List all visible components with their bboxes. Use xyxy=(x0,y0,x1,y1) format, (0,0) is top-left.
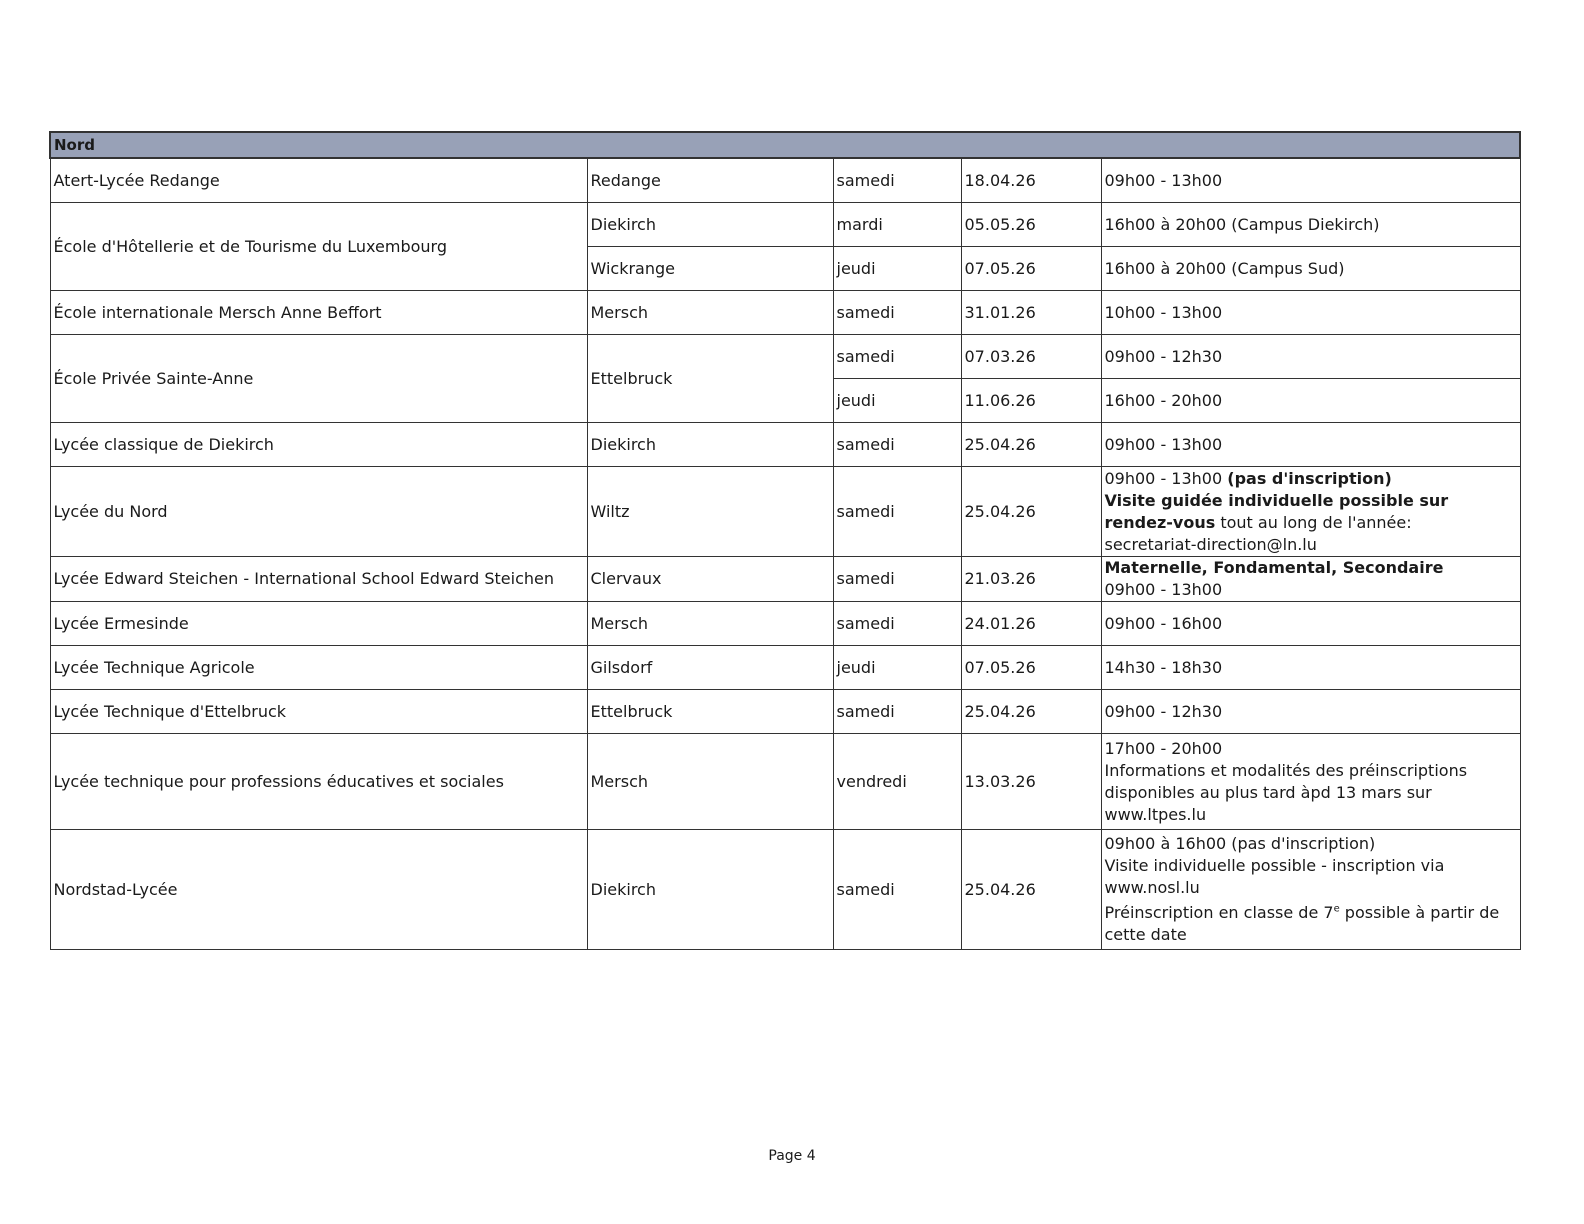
weekday: mardi xyxy=(833,203,961,247)
weekday: samedi xyxy=(833,602,961,646)
date: 05.05.26 xyxy=(961,203,1101,247)
weekday: samedi xyxy=(833,158,961,203)
hours: 09h00 - 13h00 xyxy=(1104,580,1223,599)
hours: 16h00 à 20h00 (Campus Sud) xyxy=(1101,247,1520,291)
school-name: Nordstad-Lycée xyxy=(50,830,587,950)
table-row xyxy=(50,423,1520,467)
contact-email: secretariat-direction@ln.lu xyxy=(1104,534,1317,554)
hours-info xyxy=(1101,557,1520,602)
location: Diekirch xyxy=(587,203,833,247)
table-row xyxy=(50,291,1520,335)
table-row xyxy=(50,335,1520,379)
date: 18.04.26 xyxy=(961,158,1101,203)
location: Ettelbruck xyxy=(587,335,833,423)
location: Wiltz xyxy=(587,467,833,557)
region-header-row xyxy=(50,132,1520,158)
date: 07.05.26 xyxy=(961,646,1101,690)
location: Mersch xyxy=(587,734,833,830)
open-days-table xyxy=(49,131,1521,950)
hours: 16h00 - 20h00 xyxy=(1101,379,1520,423)
hours: 10h00 - 13h00 xyxy=(1101,291,1520,335)
location: Diekirch xyxy=(587,830,833,950)
school-name: Lycée Technique d'Ettelbruck xyxy=(50,690,587,734)
location: Gilsdorf xyxy=(587,646,833,690)
date: 21.03.26 xyxy=(961,557,1101,602)
hours: 14h30 - 18h30 xyxy=(1101,646,1520,690)
school-name: École internationale Mersch Anne Beffort xyxy=(50,291,587,335)
school-name: École d'Hôtellerie et de Tourisme du Luxembourg xyxy=(50,203,587,291)
weekday: samedi xyxy=(833,467,961,557)
preinscription-text: Préinscription en classe de 7 xyxy=(1104,903,1334,922)
table-row xyxy=(50,690,1520,734)
location: Mersch xyxy=(587,602,833,646)
school-name: Atert-Lycée Redange xyxy=(50,158,587,203)
date: 25.04.26 xyxy=(961,467,1101,557)
hours: 09h00 - 12h30 xyxy=(1101,690,1520,734)
superscript-e: e xyxy=(1333,903,1340,915)
date: 31.01.26 xyxy=(961,291,1101,335)
table-row xyxy=(50,203,1520,247)
location: Wickrange xyxy=(587,247,833,291)
weekday: vendredi xyxy=(833,734,961,830)
weekday: jeudi xyxy=(833,379,961,423)
date: 25.04.26 xyxy=(961,690,1101,734)
date: 11.06.26 xyxy=(961,379,1101,423)
preinscription-note xyxy=(1105,902,1517,946)
no-registration-note: (pas d'inscription) xyxy=(1227,468,1392,488)
school-name: Lycée Edward Steichen - International School Edward Steichen xyxy=(50,557,587,602)
school-name: Lycée du Nord xyxy=(50,467,587,557)
date: 25.04.26 xyxy=(961,830,1101,950)
table-row xyxy=(50,158,1520,203)
hours: 17h00 - 20h00 xyxy=(1104,738,1223,758)
weekday: jeudi xyxy=(833,247,961,291)
table-row xyxy=(50,467,1520,557)
school-name: Lycée classique de Diekirch xyxy=(50,423,587,467)
location: Clervaux xyxy=(587,557,833,602)
hours: 09h00 à 16h00 (pas d'inscription) xyxy=(1104,834,1376,853)
date: 13.03.26 xyxy=(961,734,1101,830)
preinscription-text-end: possible à partir de cette date xyxy=(1104,903,1500,944)
location: Mersch xyxy=(587,291,833,335)
date: 24.01.26 xyxy=(961,602,1101,646)
date: 07.03.26 xyxy=(961,335,1101,379)
hours: 09h00 - 13h00 xyxy=(1101,158,1520,203)
hours: 09h00 - 13h00 xyxy=(1104,468,1223,488)
page-number: Page 4 xyxy=(768,1148,816,1164)
location: Diekirch xyxy=(587,423,833,467)
hours: 09h00 - 12h30 xyxy=(1101,335,1520,379)
guided-visit-detail: tout au long de l'année: xyxy=(1220,512,1412,532)
school-levels: Maternelle, Fondamental, Secondaire xyxy=(1104,558,1444,577)
hours-info xyxy=(1101,830,1520,950)
school-name: Lycée technique pour professions éducatives et sociales xyxy=(50,734,587,830)
school-name: École Privée Sainte-Anne xyxy=(50,335,587,423)
date: 07.05.26 xyxy=(961,247,1101,291)
guided-visit-note: Visite guidée individuelle possible sur rendez-vous xyxy=(1104,490,1449,532)
location: Ettelbruck xyxy=(587,690,833,734)
weekday: samedi xyxy=(833,335,961,379)
location: Redange xyxy=(587,158,833,203)
weekday: samedi xyxy=(833,557,961,602)
table-row xyxy=(50,557,1520,602)
weekday: samedi xyxy=(833,291,961,335)
preinscription-info: Informations et modalités des préinscriptions disponibles au plus tard àpd 13 mars sur www.ltpes.lu xyxy=(1104,760,1468,824)
hours: 09h00 - 13h00 xyxy=(1101,423,1520,467)
weekday: samedi xyxy=(833,423,961,467)
hours-info xyxy=(1101,467,1520,557)
hours-info xyxy=(1101,734,1520,830)
school-name: Lycée Ermesinde xyxy=(50,602,587,646)
hours: 09h00 - 16h00 xyxy=(1101,602,1520,646)
table-row xyxy=(50,646,1520,690)
table-row xyxy=(50,602,1520,646)
hours: 16h00 à 20h00 (Campus Diekirch) xyxy=(1101,203,1520,247)
individual-visit-note: Visite individuelle possible - inscription via www.nosl.lu xyxy=(1104,856,1445,897)
table-row xyxy=(50,734,1520,830)
weekday: samedi xyxy=(833,690,961,734)
weekday: jeudi xyxy=(833,646,961,690)
region-title: Nord xyxy=(50,132,1520,158)
weekday: samedi xyxy=(833,830,961,950)
table-row xyxy=(50,830,1520,950)
school-name: Lycée Technique Agricole xyxy=(50,646,587,690)
date: 25.04.26 xyxy=(961,423,1101,467)
